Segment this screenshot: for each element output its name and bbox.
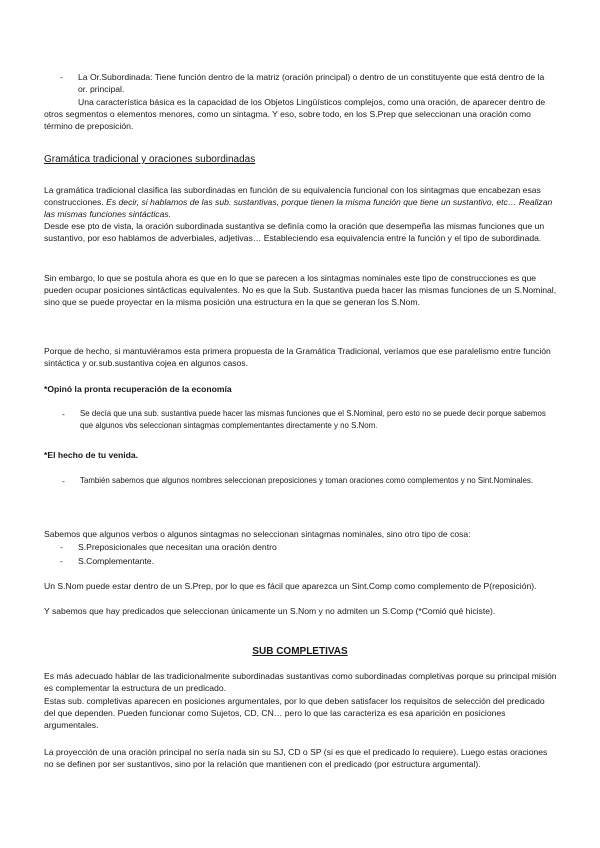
paragraph-sin-embargo: Sin embargo, lo que se postula ahora es que en lo que se parecen a los sintagmas nominales este tipo de construcciones es que pueden ocupar posiciones sintácticas equivalentes. No es que la Sub. Sustantiva pueda hacer las mismas funciones de un S.Nominal, sino que se puede proyectar en la misma posición una estructura en la que se generan los S.Nom. <box>44 273 557 308</box>
paragraph-sabemos-verbos: Sabemos que algunos verbos o algunos sintagmas no seleccionan sintagmas nominales, sino otro tipo de cosa: <box>44 529 471 539</box>
paragraph-estas-sub: Estas sub. completivas aparecen en posiciones argumentales, por lo que deben satisfacer los requisitos de selección del predicado del que dependen. Pueden funcionar como Sujetos, CD, CN… pero lo que las caracteriza es esa aparición en posiciones argumentales. <box>44 696 545 731</box>
bullet-subordinada: La Or.Subordinada: Tiene función dentro de la matriz (oración principal) o dentro de un constituyente que está dentro de la or. principal. <box>78 72 545 95</box>
example-hecho: *El hecho de tu venida. <box>44 450 139 460</box>
list-item-sprep: S.Preposicionales que necesitan una oración dentro <box>78 542 277 552</box>
paragraph-porque-de-hecho: Porque de hecho, si mantuviéramos esta primera propuesta de la Gramática Tradicional, veríamos que ese paralelismo entre función sintáctica y or.sub.sustantiva cojea en algunos casos. <box>44 346 551 369</box>
paragraph-clasificacion-italic: Es decir, si hablamos de las sub. sustantivas, porque tienen la misma función que tiene un sustantivo, etc… Realizan las mismas funciones sintácticas. <box>44 197 553 220</box>
paragraph-clasificacion <box>44 184 558 221</box>
bullet-dash: - <box>62 476 65 486</box>
paragraph-predicados: Y sabemos que hay predicados que seleccionan únicamente un S.Nom y no admiten un S.Comp (*Comió qué hiciste). <box>44 606 496 616</box>
example-opino-note: Se decía que una sub. sustantiva puede hacer las mismas funciones que el S.Nominal, pero esto no se puede decir porque sabemos que algunos vbs seleccionan sintagmas complementantes directamente y no S.Nom. <box>80 409 546 431</box>
bullet-dash: - <box>60 542 63 552</box>
bullet-dash: - <box>60 556 63 566</box>
paragraph-clasificacion-text: La gramática tradicional clasifica las subordinadas en función de su equivalencia funcional con los sintagmas que encabezan esas construcciones. <box>44 185 541 208</box>
bullet-dash: - <box>62 409 65 419</box>
paragraph-definicion: Desde ese pto de vista, la oración subordinada sustantiva se definía como la oración que desempeña las mismas funciones que un sustantivo, por eso hablamos de adverbiales, adjetivas… Estableciendo esa equivalencia entre la función y el tipo de subordinada. <box>44 221 545 244</box>
example-hecho-note: También sabemos que algunos nombres seleccionan preposiciones y toman oraciones como complementos y no Sint.Nominales. <box>80 476 534 485</box>
paragraph-proyeccion: La proyección de una oración principal no sería nada sin su SJ, CD o SP (si es que el predicado lo requiere). Luego estas oraciones no se definen por ser sustantivos, sino por la relación que mantienen con el predicado (por estructura argumental). <box>44 747 548 770</box>
paragraph-snom-sprep: Un S.Nom puede estar dentro de un S.Prep, por lo que es fácil que aparezca un Sint.Comp como complemento de P(reposición). <box>44 581 537 591</box>
bullet-dash: - <box>60 72 63 82</box>
list-item-scomp: S.Complementante. <box>78 556 154 566</box>
paragraph-objetos-linguisticos: Una característica básica es la capacidad de los Objetos Lingüísticos complejos, como una oración, de aparecer dentro de otros segmentos o elementos menores, como un sintagma. Y eso, sobre todo, en los S.Prep que seleccionan una oración como término de preposición. <box>44 97 546 132</box>
heading-gramatica-tradicional: Gramática tradicional y oraciones subordinadas <box>44 154 256 165</box>
heading-sub-completivas: SUB COMPLETIVAS <box>252 646 348 657</box>
paragraph-mas-adecuado: Es más adecuado hablar de las tradicionalmente subordinadas sustantivas como subordinadas completivas porque su principal misión es complementar la estructura de un predicado. <box>44 671 557 694</box>
example-opino: *Opinó la pronta recuperación de la economía <box>44 384 232 394</box>
